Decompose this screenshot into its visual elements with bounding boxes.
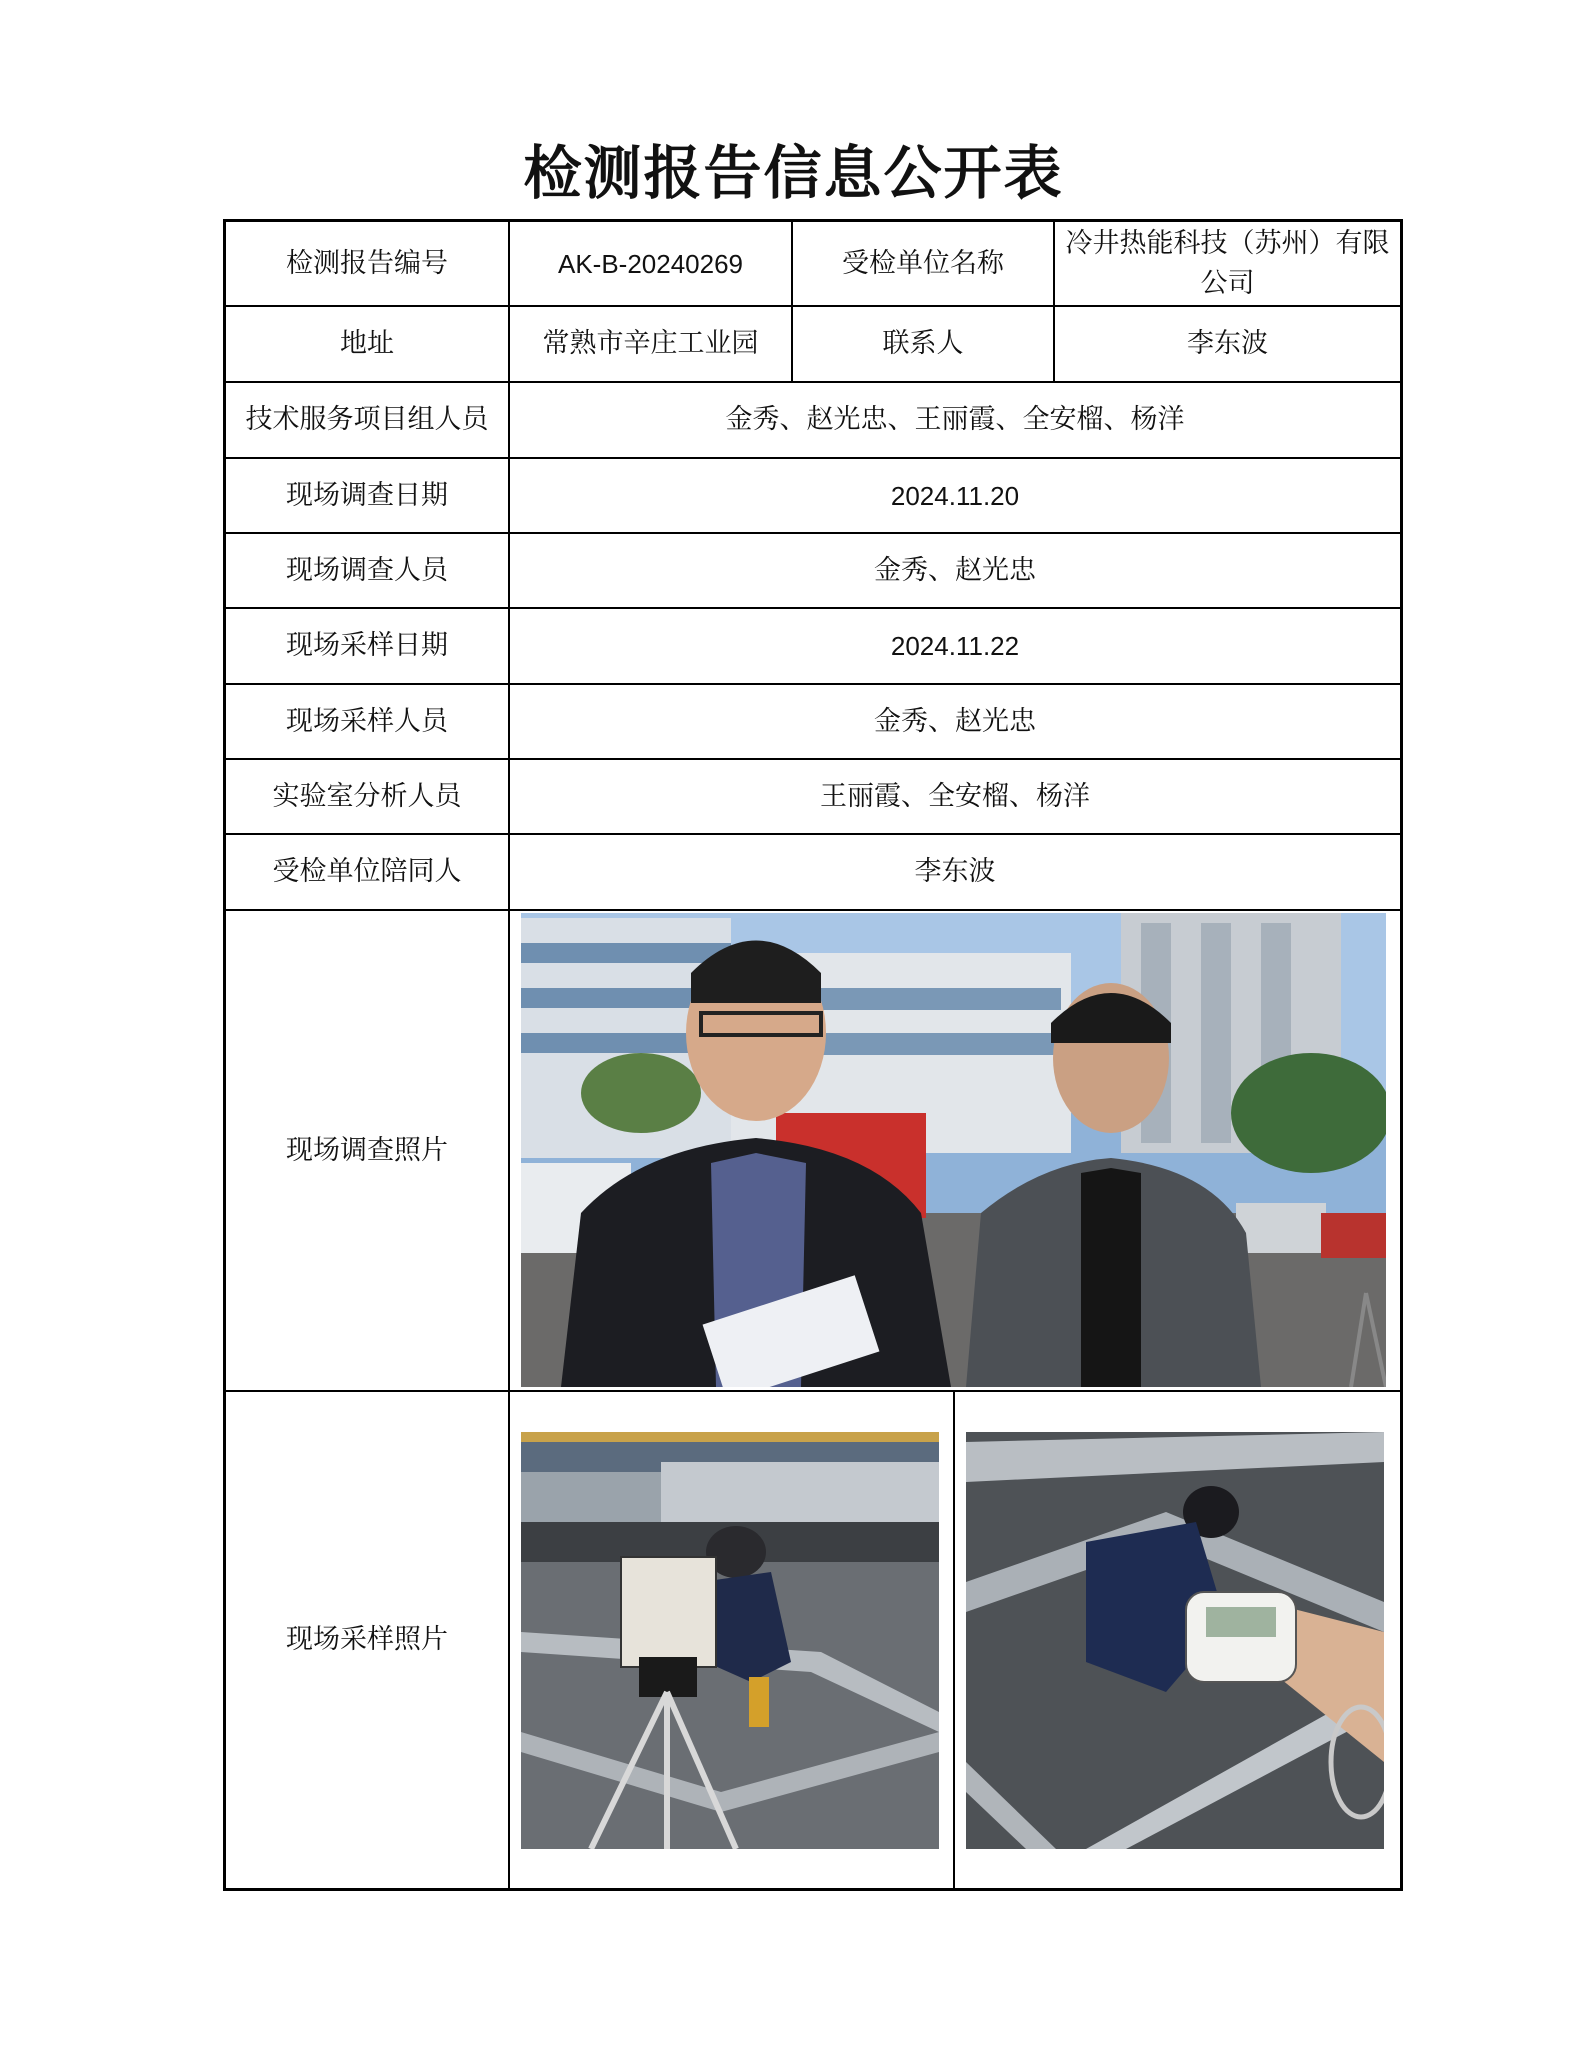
contact-value: 李东波 [1187,328,1268,359]
survey-photo [521,913,1386,1387]
row-label-team: 技术服务项目组人员 [245,404,489,435]
row-value-escort: 李东波 [914,856,996,887]
address-value: 常熟市辛庄工业园 [542,328,759,359]
row-label-lab-staff: 实验室分析人员 [272,780,462,812]
row-label-survey-date: 现场调查日期 [286,479,448,511]
address-label: 地址 [340,328,394,359]
row-value-sampling-staff: 金秀、赵光忠 [874,705,1036,737]
row-value-survey-staff: 金秀、赵光忠 [874,554,1036,586]
row-label-sampling-date: 现场采样日期 [286,630,448,661]
row-value-survey-date: 2024.11.20 [890,480,1020,511]
row-value-lab-staff: 王丽霞、全安榴、杨洋 [820,780,1090,812]
report-no-value: AK-B-20240269 [557,248,744,279]
report-info-table [223,219,1403,1891]
contact-label: 联系人 [882,328,964,359]
sampling-photo-label: 现场采样照片 [286,1624,448,1655]
report-no-label: 检测报告编号 [286,247,448,279]
sampling-photo-right [966,1432,1384,1849]
row-label-survey-staff: 现场调查人员 [286,554,448,586]
row-value-team: 金秀、赵光忠、王丽霞、全安榴、杨洋 [725,404,1185,435]
row-label-escort: 受检单位陪同人 [272,856,462,887]
sampling-photo-left [521,1432,939,1849]
unit-name-label: 受检单位名称 [842,247,1004,279]
survey-photo-label: 现场调查照片 [286,1134,448,1166]
page-title: 检测报告信息公开表 [523,139,1064,207]
row-value-sampling-date: 2024.11.22 [890,631,1020,661]
row-label-sampling-staff: 现场采样人员 [286,705,448,737]
unit-name-value: 冷井热能科技（苏州）有限公司 [1065,227,1390,299]
